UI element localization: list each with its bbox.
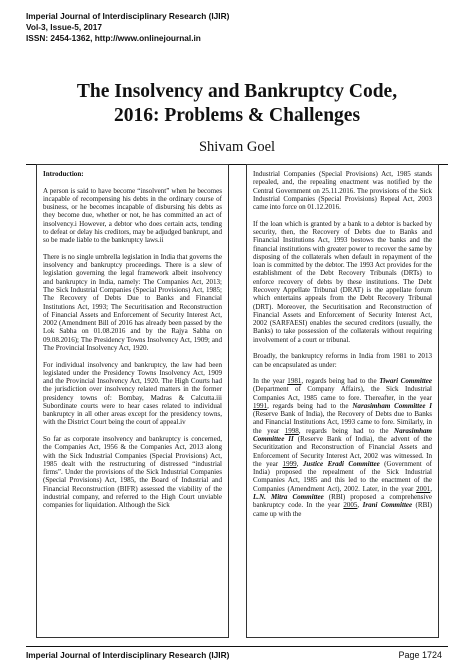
text-span: , bbox=[430, 484, 432, 493]
text-span: In the year bbox=[253, 377, 288, 386]
footer-journal: Imperial Journal of Interdisciplinary Research (IJIR) bbox=[26, 650, 230, 660]
text-span: (Reserve Bank of India), the Recovery of Debts due to Banks and Financial Institutions Act, 1993 came to fore. Similarly, in the year bbox=[253, 410, 432, 435]
paragraph: For individual insolvency and bankruptcy, the law had been legislated under the Presidency Towns Insolvency Act, 1909 and the Provincial Insolvency Act, 1920. The High Courts had the jurisdiction over insolvency related matters in the former presidency towns of: Bombay, Madras & Calcutta.iii Subordinate courts were to hear cases related to individual bankruptcy in all other areas except for the presidency towns, with the District Court being the court of appeal.iv bbox=[43, 360, 222, 427]
journal-header bbox=[26, 11, 456, 44]
journal-volume: Vol-3, Issue-5, 2017 bbox=[26, 22, 102, 32]
section-heading: Introduction: bbox=[43, 170, 84, 178]
paragraph: There is no single umbrella legislation in India that governs the insolvency and bankruptcy proceedings. There is a slew of legislation governing the legal framework albeit insolvency and bankruptcy in India, namely: The Companies Act, 2013; The Sick Industrial Companies (Special Provisions) Act, 1985; The Recovery of Debts Due to Banks and Financial Institutions Act, 1993; The Securitisation and Reconstruction of Financial Assets and Enforcement of Security Interest Act, 2002 (Amendment Bill of 2016 has already been passed by the Lok Sabha on 01.08.2016 and by the Rajya Sabha on 09.08.2016); The Presidency Towns Insolvency Act, 1909; and The Provincial Insolvency Act, 1920. bbox=[43, 252, 222, 352]
journal-issn: ISSN: 2454-1362, http://www.onlinejournal.in bbox=[26, 33, 201, 43]
text-span: (RBI) came up with the bbox=[253, 501, 433, 518]
text-span: (Government of India) proposed the repealment of the Sick Industrial Companies Act, 1985 and this led to the enactment of the Companies (Amendment Act), 2002. Later, in the year bbox=[253, 459, 432, 493]
year-1991: 1991 bbox=[253, 401, 268, 410]
committee-eradi: Justice Eradi Committee bbox=[302, 459, 380, 468]
reforms-paragraph bbox=[253, 377, 432, 518]
text-span: , bbox=[357, 501, 363, 510]
left-column bbox=[36, 164, 229, 638]
text-span: , regards being had to the bbox=[298, 426, 395, 435]
text-span: (Reserve Bank of India), the advent of the Securitization and Reconstruction of Financial Assets and Enforcement of Security Interest Act, 2002 was witnessed. In the year bbox=[253, 435, 432, 468]
paper-title bbox=[30, 80, 444, 128]
paragraph: So far as corporate insolvency and bankruptcy is concerned, the Companies Act, 1956 & the Companies Act, 2013 along with the Sick Industrial Companies (Special Provisions) Act, 1985 dealt with the restructuring of distressed “industrial firms”. Under the provisions of the Sick Industrial Companies (Special Provisions) Act, 1985, the Board of Industrial and Financial Reconstruction (BIFR) assessed the viability of the industrial company, and referred to the High Court unviable companies for liquidation. Although the Sick bbox=[43, 435, 222, 510]
author-name: Shivam Goel bbox=[198, 139, 276, 155]
committee-mitra: L.N. Mitra Committee bbox=[253, 493, 324, 502]
footer-rule bbox=[26, 646, 448, 647]
text-span: (Department of Company Affairs), the Sick Industrial Companies Act, 1985 came to fore. Thereafter, in the year bbox=[253, 385, 432, 402]
paragraph: A person is said to have become “insolvent” when he becomes incapable of recompensing his debts in the ordinary course of business, or he becomes incapable of disbursing his debts as they become due, whether or not, he has committed an act of insolvency.i However, a debtor who does certain acts, tending to defeat or delay his creditors, may be adjudged bankrupt, and so be made liable to the bankruptcy laws.ii bbox=[43, 186, 222, 245]
text-span: (RBI) proposed a comprehensive bankruptcy code. In the year bbox=[253, 493, 432, 510]
year-2001: 2001 bbox=[416, 484, 431, 493]
text-span: , bbox=[296, 459, 303, 468]
right-column bbox=[246, 164, 439, 638]
year-2005: 2005 bbox=[343, 501, 358, 510]
page-number: Page 1724 bbox=[398, 650, 442, 660]
paragraph: Industrial Companies (Special Provisions) Act, 1985 stands repealed, and, the repealing enactment was notified by the Central Government on 25.11.2016. The provisions of the Sick Industrial Companies (Special Provisions) Repeal Act, 2003 came into force on 01.12.2016. bbox=[253, 170, 432, 212]
paragraph: Broadly, the bankruptcy reforms in India from 1981 to 2013 can be encapsulated as under: bbox=[253, 352, 432, 369]
paragraph: If the loan which is granted by a bank to a debtor is backed by security, then, the Recovery of Debts due to Banks and Financial Institutions Act, 1993 bestows the banks and the financial institutions with greater power to recover the same by disposing of the collaterals when default in repayment of the loan is committed by the debtor. The 1993 Act provides for the establishment of the Debt Recovery Tribunals (DRTs) to enforce recovery of debts by these institutions. The Debt Recovery Appellate Tribunal (DRAT) is the appellate forum which entertains appeals from the Debt Recovery Tribunal (DRT). Moreover, the Securitisation and Reconstruction of Financial Assets and Enforcement of Security Interest Act, 2002 (SARFAESI) enables the secured creditors (usually, the Banks) to take possession of the collaterals without requiring involvement of a court or tribunal. bbox=[253, 219, 432, 344]
title-line-2: 2016: Problems & Challenges bbox=[113, 105, 361, 126]
committee-narasimham-2: Narasimham Committee II bbox=[253, 426, 432, 444]
year-1981: 1981 bbox=[287, 377, 302, 386]
committee-irani: Irani Committee bbox=[362, 501, 413, 510]
title-line-1: The Insolvency and Bankruptcy Code, bbox=[76, 81, 398, 102]
committee-tiwari: Tiwari Committee bbox=[379, 377, 432, 386]
year-1998: 1998 bbox=[284, 426, 299, 435]
text-span: , regards being had to the bbox=[267, 401, 353, 410]
year-1999: 1999 bbox=[282, 459, 297, 468]
text-span: , regards being had to the bbox=[301, 377, 380, 386]
journal-name: Imperial Journal of Interdisciplinary Research (IJIR) bbox=[26, 11, 230, 21]
committee-narasimham-1: Narasimham Committee I bbox=[352, 401, 432, 410]
page-footer bbox=[26, 650, 448, 661]
